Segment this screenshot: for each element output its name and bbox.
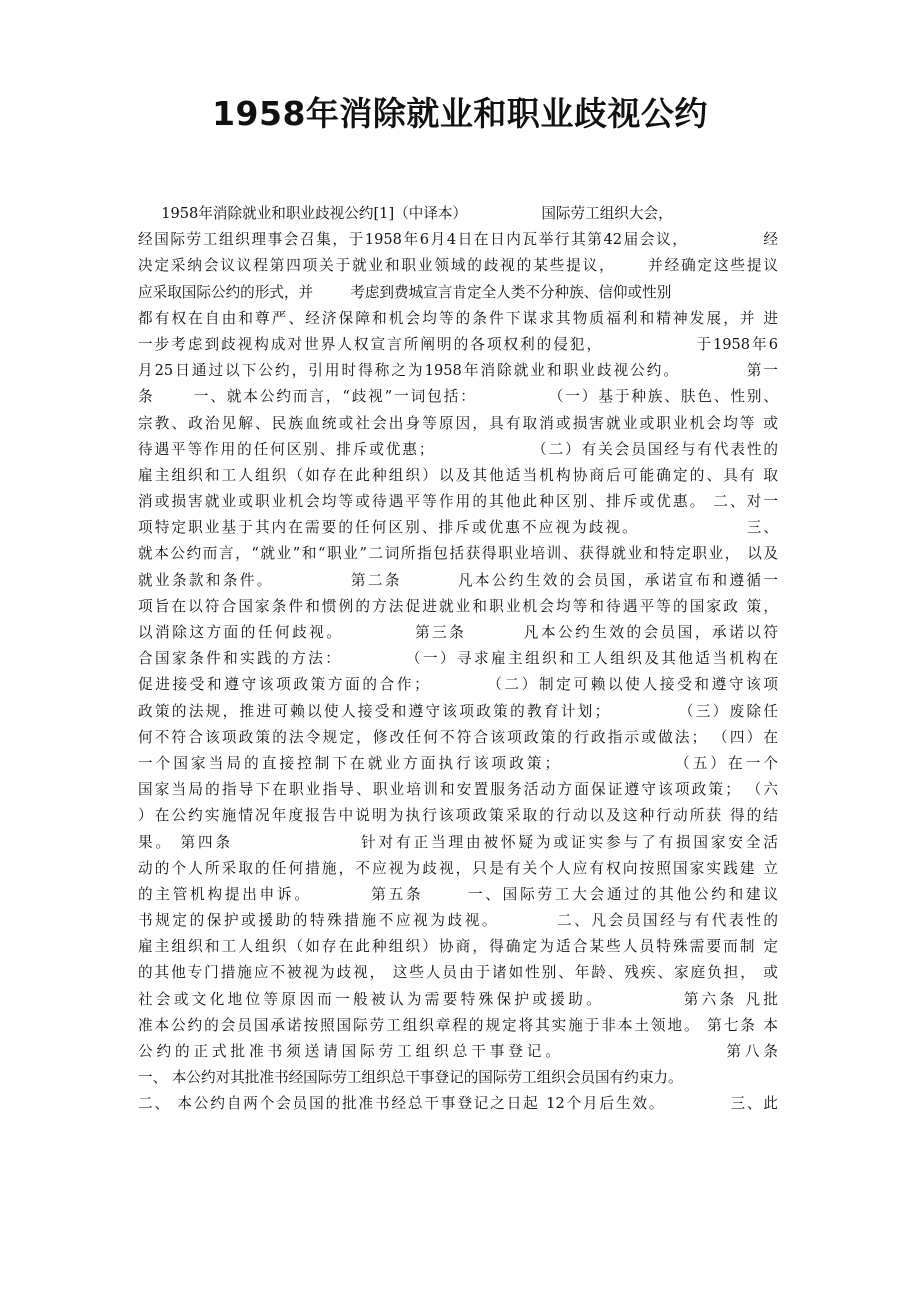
body-line: 动的个人所采取的任何措施，不应视为歧视，只是有关个人应有权向按照国家实践建 立 [138,859,778,877]
body-line: 项特定职业基于其内在需要的任何区别、排斥或优惠不应视为歧视。 三、 [138,519,778,537]
body-line: 合国家条件和实践的方法： （一）寻求雇主组织和工人组织及其他适当机构在 [138,650,778,668]
body-line: 消或损害就业或职业机会均等或待遇平等作用的其他此种区别、排斥或优惠。 二、对一 [138,493,778,511]
body-line: 雇主组织和工人组织（如存在此种组织）协商，得确定为适合某些人员特殊需要而制 定 [138,938,778,956]
body-line: 1958年消除就业和职业歧视公约[1]（中译本） 国际劳工组织大会， [138,205,673,222]
body-line: 待遇平等作用的任何区别、排斥或优惠； （二）有关会员国经与有代表性的 [138,440,778,458]
body-line: 何不符合该项政策的法令规定，修改任何不符合该项政策的行政指示或做法； （四）在 [138,728,778,746]
body-line: 国家当局的指导下在职业指导、职业培训和安置服务活动方面保证遵守该项政策； （六 [138,781,778,799]
body-line: ）在公约实施情况年度报告中说明为执行该项政策采取的行动以及这种行动所获 得的结 [138,807,778,825]
body-line: 的其他专门措施应不被视为歧视， 这些人员由于诸如性别、年龄、残疾、家庭负担， 或 [138,964,778,982]
body-line: 条 一、就本公约而言，“歧视”一词包括： （一）基于种族、肤色、性别、 [138,388,778,406]
body-line: 果。 第四条 针对有正当理由被怀疑为或证实参与了有损国家安全活 [138,833,778,851]
body-line: 一步考虑到歧视构成对世界人权宣言所阐明的各项权利的侵犯， 于1958年6 [138,335,778,353]
body-line: 决定采纳会议议程第四项关于就业和职业领域的歧视的某些提议， 并经确定这些提议 [138,257,778,275]
body-line: 项旨在以符合国家条件和惯例的方法促进就业和职业机会均等和待遇平等的国家政 策， [138,597,778,615]
body-line: 月25日通过以下公约，引用时得称之为1958年消除就业和职业歧视公约。 第一 [138,362,778,380]
body-line: 都有权在自由和尊严、经济保障和机会均等的条件下谋求其物质福利和精神发展，并 进 [138,309,778,327]
body-line: 促进接受和遵守该项政策方面的合作； （二）制定可赖以使人接受和遵守该项 [138,676,778,694]
body-line: 的主管机构提出申诉。 第五条 一、国际劳工大会通过的其他公约和建议 [138,885,778,903]
body-line: 就本公约而言，“就业”和“职业”二词所指包括获得职业培训、获得就业和特定职业， 以及 [138,545,778,563]
body-line: 应采取国际公约的形式，并 考虑到费城宣言肯定全人类不分种族、信仰或性别 [138,283,672,301]
body-line: 一个国家当局的直接控制下在就业方面执行该项政策； （五）在一个 [138,754,778,772]
document-body [138,201,778,1118]
body-line: 书规定的保护或援助的特殊措施不应视为歧视。 二、凡会员国经与有代表性的 [138,912,778,930]
body-line: 宗教、政治见解、民族血统或社会出身等原因，具有取消或损害就业或职业机会均等 或 [138,414,778,432]
body-line: 二、 本公约自两个会员国的批准书经总干事登记之日起 12个月后生效。 三、此 [138,1095,778,1113]
body-line: 以消除这方面的任何歧视。 第三条 凡本公约生效的会员国，承诺以符 [138,624,778,641]
body-line: 一、 本公约对其批准书经国际劳工组织总干事登记的国际劳工组织会员国有约束力。 [138,1069,683,1087]
body-line: 准本公约的会员国承诺按照国际劳工组织章程的规定将其实施于非本土领地。 第七条 本 [138,1016,778,1034]
document-title: 1958年消除就业和职业歧视公约 [212,94,708,133]
body-line: 政策的法规，推进可赖以使人接受和遵守该项政策的教育计划； （三）废除任 [138,702,778,720]
body-line: 雇主组织和工人组织（如存在此种组织）以及其他适当机构协商后可能确定的、具有 取 [138,466,778,484]
body-line: 公约的正式批准书须送请国际劳工组织总干事登记。 第八条 [138,1043,778,1060]
body-line: 社会或文化地位等原因而一般被认为需要特殊保护或援助。 第六条 凡批 [138,990,778,1008]
body-line: 就业条款和条件。 第二条 凡本公约生效的会员国，承诺宣布和遵循一 [138,571,778,589]
body-line: 经国际劳工组织理事会召集，于1958年6月4日在日内瓦举行其第42届会议， 经 [138,231,778,249]
